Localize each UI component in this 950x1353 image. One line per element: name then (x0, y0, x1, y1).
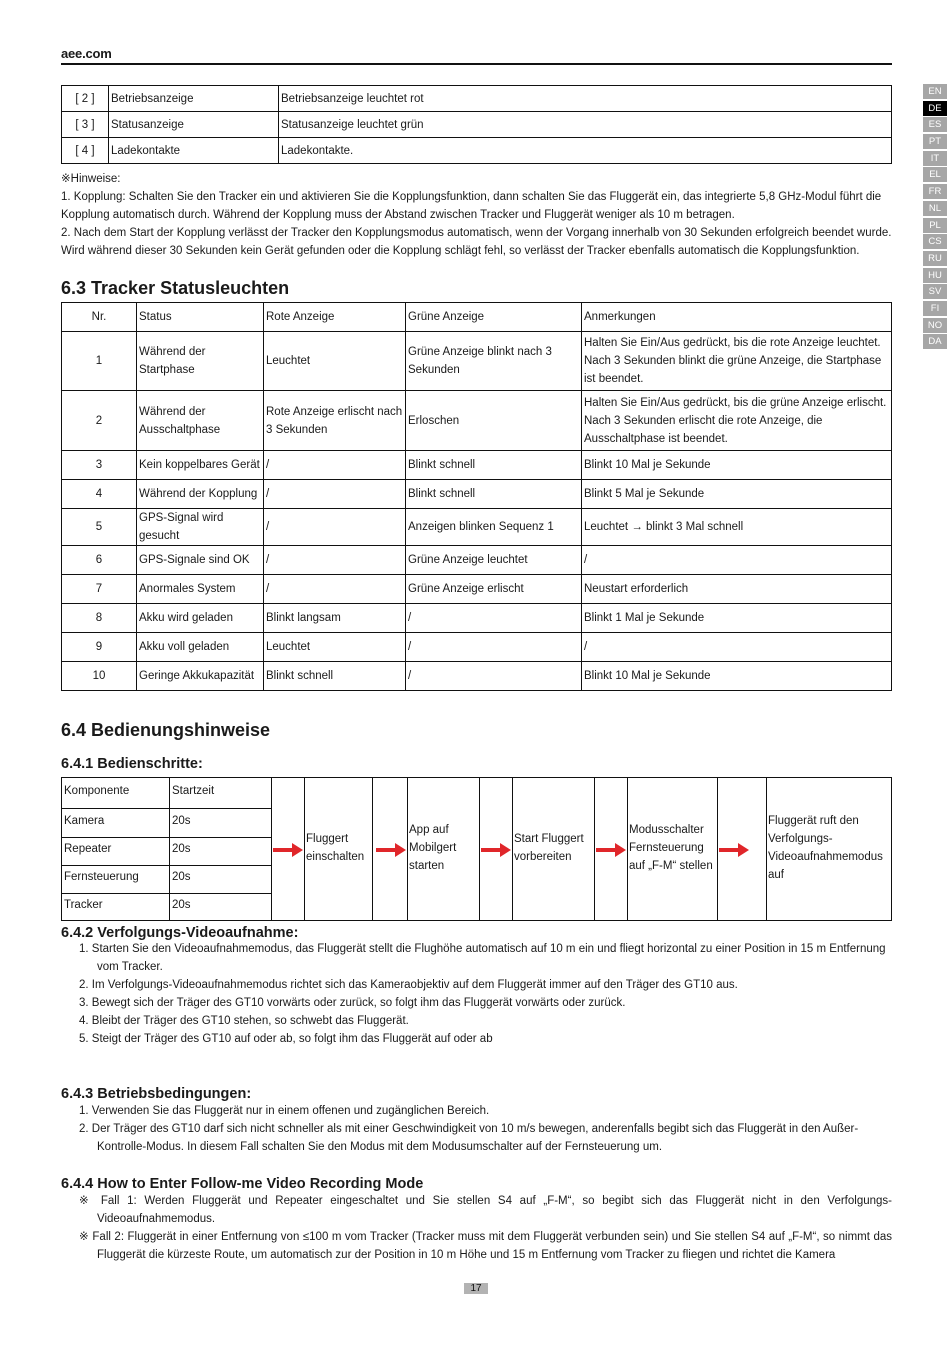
component-row (62, 893, 271, 920)
cell-note: Blinkt 10 Mal je Sekunde (582, 662, 892, 691)
step-2: App auf Mobilgert starten (409, 824, 457, 872)
cell-red: / (264, 509, 406, 546)
table-row (62, 451, 892, 480)
subsection-title: 6.4.4 How to Enter Follow-me Video Recording Mode (61, 1176, 424, 1192)
divider (512, 778, 513, 920)
component-time: 20s (172, 898, 191, 911)
cell-status: Anormales System (137, 575, 264, 604)
cell-status: GPS-Signal wird gesucht (137, 509, 264, 546)
header-cell: Grüne Anzeige (406, 303, 582, 332)
cell-green: Erloschen (406, 391, 582, 451)
cell-note: Halten Sie Ein/Aus gedrückt, bis die grüne Anzeige erlischt. Nach 3 Sekunden erlischt die rote Anzeige, die Ausschaltphase ist beendet. (582, 391, 892, 451)
cell-number: [ 4 ] (62, 138, 109, 164)
component-name: Komponente (64, 785, 130, 797)
arrow-right-icon (481, 843, 511, 857)
cell-note: Halten Sie Ein/Aus gedrückt, bis die rote Anzeige leuchtet. Nach 3 Sekunden blinkt die grüne Anzeige, die Startphase ist beendet. (582, 332, 892, 391)
subsection-title: 6.4.1 Bedienschritte: (61, 756, 203, 772)
list-item: 1. Starten Sie den Videoaufnahmemodus, das Fluggerät stellt die Flughöhe automatisch auf 10 m ein und fliegt horizontal zu einer Position in 15 m Entfernung vom Tracker. (79, 943, 886, 973)
cell-number: [ 2 ] (62, 86, 109, 112)
cell-status: GPS-Signale sind OK (137, 546, 264, 575)
cell-green: / (406, 662, 582, 691)
cell-green: Grüne Anzeige leuchtet (406, 546, 582, 575)
lang-tab-hu: HU (923, 268, 947, 283)
table-row (62, 575, 892, 604)
fall-1: ※ Fall 1: Werden Fluggerät und Repeater eingeschaltet und Sie stellen S4 auf „F-M“, so begibt sich das Fluggerät nicht in den Verfolgungs-Videoaufnahmemodus. (79, 1195, 892, 1225)
note-item: 2. Nach dem Start der Kopplung verlässt der Tracker den Kopplungsmodus automatisch, wenn der Vorgang innerhalb von 30 Sekunden erfolgreich beendet wurde. Wird während dieser 30 Sekunden kein Gerät gefunden oder die Kopplung schlägt fehl, so verlässt der Tracker ebenfalls automatisch die Kopplungsfunktion. (61, 227, 892, 257)
cell-red: Leuchtet (264, 633, 406, 662)
table-header-row (62, 303, 892, 332)
cell-status: Akku wird geladen (137, 604, 264, 633)
component-row (62, 808, 271, 838)
divider (169, 778, 170, 920)
table-row (62, 86, 892, 112)
list-item: 1. Verwenden Sie das Fluggerät nur in einem offenen und zugänglichen Bereich. (79, 1105, 490, 1117)
cell-note: / (582, 633, 892, 662)
cell-note: Leuchtet → blinkt 3 Mal schnell (582, 509, 892, 546)
subsection-title: 6.4.2 Verfolgungs-Videoaufnahme: (61, 925, 299, 941)
arrow-right-icon (273, 843, 303, 857)
table-row (62, 633, 892, 662)
brand-logo: aee.com (61, 46, 112, 61)
list-item: 2. Im Verfolgungs-Videoaufnahmemodus richtet sich das Kameraobjektiv auf dem Fluggerät immer auf den Träger des GT10 aus. (79, 979, 738, 991)
cell-note: Blinkt 10 Mal je Sekunde (582, 451, 892, 480)
table-row (62, 112, 892, 138)
lang-tab-pl: PL (923, 218, 947, 233)
lang-tab-da: DA (923, 334, 947, 349)
component-time: 20s (172, 814, 191, 827)
cell-nr: 5 (62, 509, 137, 546)
cell-status: Während der Startphase (137, 332, 264, 391)
note-item: 1. Kopplung: Schalten Sie den Tracker ein und aktivieren Sie die Kopplungsfunktion, dann schalten Sie das Fluggerät ein, das integrierte 5,8 GHz-Modul führt die Kopplung automatisch durch. Während der Kopplung muss der Abstand zwischen Tracker und Fluggerät weniger als 10 m betragen. (61, 191, 882, 221)
component-time: 20s (172, 843, 191, 855)
lang-tab-pt: PT (923, 134, 947, 149)
header-cell: Rote Anzeige (264, 303, 406, 332)
header-cell: Anmerkungen (582, 303, 892, 332)
cell-note: Neustart erforderlich (582, 575, 892, 604)
divider (627, 778, 628, 920)
page-number: 17 (464, 1283, 488, 1294)
cell-description: Statusanzeige leuchtet grün (279, 112, 892, 138)
cell-red: Rote Anzeige erlischt nach 3 Sekunden (264, 391, 406, 451)
cell-note: Blinkt 5 Mal je Sekunde (582, 480, 892, 509)
cell-red: / (264, 546, 406, 575)
table-row (62, 332, 892, 391)
header-cell: Nr. (62, 303, 137, 332)
component-name: Kamera (64, 814, 105, 827)
cell-green: Grüne Anzeige erlischt (406, 575, 582, 604)
divider (479, 778, 480, 920)
component-row (62, 778, 271, 809)
lang-tab-de: DE (923, 101, 947, 116)
follow-list (61, 940, 892, 1048)
cell-nr: 7 (62, 575, 137, 604)
cell-status: Kein koppelbares Gerät (137, 451, 264, 480)
language-tabs (923, 84, 947, 351)
cell-status: Geringe Akkukapazität (137, 662, 264, 691)
subsection-title: 6.4.3 Betriebsbedingungen: (61, 1086, 252, 1102)
cell-nr: 10 (62, 662, 137, 691)
divider (407, 778, 408, 920)
status-table (61, 302, 892, 691)
cell-red: Leuchtet (264, 332, 406, 391)
component-name: Tracker (64, 898, 103, 911)
cell-green: Anzeigen blinken Sequenz 1 (406, 509, 582, 546)
cell-green: Blinkt schnell (406, 451, 582, 480)
cell-note: Blinkt 1 Mal je Sekunde (582, 604, 892, 633)
operation-steps (61, 777, 892, 921)
header-cell: Status (137, 303, 264, 332)
cell-red: Blinkt langsam (264, 604, 406, 633)
section-title: 6.3 Tracker Statusleuchten (61, 278, 290, 298)
table-row (62, 480, 892, 509)
divider (594, 778, 595, 920)
cell-name: Ladekontakte (109, 138, 279, 164)
mode-notes (79, 1192, 892, 1264)
component-time: Startzeit (172, 785, 215, 797)
conditions-list (61, 1102, 892, 1156)
arrow-right-icon (719, 843, 749, 857)
cell-nr: 2 (62, 391, 137, 451)
cell-red: / (264, 480, 406, 509)
divider (304, 778, 305, 920)
cell-red: / (264, 451, 406, 480)
cell-status: Während der Kopplung (137, 480, 264, 509)
step-4: Modusschalter Fernsteuerung auf „F-M“ stellen (629, 824, 713, 872)
lang-tab-ru: RU (923, 251, 947, 266)
lang-tab-no: NO (923, 318, 947, 333)
fall-2: ※ Fall 2: Fluggerät in einer Entfernung von ≤100 m vom Tracker (Tracker muss mit dem Fluggerät verbunden sein) und Sie stellen S4 auf „F-M“, so nimmt das Fluggerät die kürzeste Route, um automatisch zur der Position in 10 m Höhe und 15 m Entfernung vom Tracker zu fliegen und richtet die Kamera (79, 1231, 892, 1261)
divider (766, 778, 767, 920)
cell-description: Betriebsanzeige leuchtet rot (279, 86, 892, 112)
table-row (62, 391, 892, 451)
lang-tab-es: ES (923, 117, 947, 132)
cell-red: / (264, 575, 406, 604)
cell-description: Ladekontakte. (279, 138, 892, 164)
table-row (62, 509, 892, 546)
cell-note: / (582, 546, 892, 575)
lang-tab-nl: NL (923, 201, 947, 216)
component-name: Repeater (64, 843, 112, 855)
list-item: 3. Bewegt sich der Träger des GT10 vorwärts oder zurück, so folgt ihm das Fluggerät vorwärts oder zurück. (79, 997, 626, 1009)
arrow-right-icon (596, 843, 626, 857)
indicator-table (61, 85, 892, 164)
notes-title: ※Hinweise: (61, 173, 121, 185)
lang-tab-fi: FI (923, 301, 947, 316)
lang-tab-sv: SV (923, 284, 947, 299)
divider (271, 778, 272, 920)
list-item: 2. Der Träger des GT10 darf sich nicht schneller als mit einer Geschwindigkeit von 10 m/s bewegen, anderenfalls begibt sich das Fluggerät in den Außer-Kontrolle-Modus. In diesem Fall schalten Sie den Modus mit dem Modusumschalter auf der Fernsteuerung um. (79, 1123, 859, 1153)
section-title: 6.4 Bedienungshinweise (61, 720, 271, 740)
cell-nr: 8 (62, 604, 137, 633)
cell-green: Blinkt schnell (406, 480, 582, 509)
cell-nr: 4 (62, 480, 137, 509)
divider (717, 778, 718, 920)
header-rule (61, 63, 892, 65)
component-time: 20s (172, 871, 191, 883)
cell-status: Akku voll geladen (137, 633, 264, 662)
cell-name: Betriebsanzeige (109, 86, 279, 112)
cell-nr: 3 (62, 451, 137, 480)
cell-nr: 1 (62, 332, 137, 391)
lang-tab-cs: CS (923, 234, 947, 249)
step-1: Fluggert einschalten (306, 833, 365, 863)
step-5: Fluggerät ruft den Verfolgungs-Videoaufnahmemodus auf (768, 815, 883, 881)
list-item: 4. Bleibt der Träger des GT10 stehen, so schwebt das Fluggerät. (79, 1015, 409, 1027)
cell-nr: 9 (62, 633, 137, 662)
cell-red: Blinkt schnell (264, 662, 406, 691)
cell-green: Grüne Anzeige blinkt nach 3 Sekunden (406, 332, 582, 391)
arrow-right-icon (376, 843, 406, 857)
lang-tab-en: EN (923, 84, 947, 99)
cell-green: / (406, 633, 582, 662)
component-name: Fernsteuerung (64, 871, 139, 883)
cell-number: [ 3 ] (62, 112, 109, 138)
cell-name: Statusanzeige (109, 112, 279, 138)
component-table (62, 778, 271, 920)
cell-status: Während der Ausschaltphase (137, 391, 264, 451)
lang-tab-el: EL (923, 167, 947, 182)
component-row (62, 837, 271, 866)
notes-block (61, 170, 892, 260)
step-3: Start Fluggert vorbereiten (514, 833, 584, 863)
component-row (62, 865, 271, 894)
cell-nr: 6 (62, 546, 137, 575)
table-row (62, 546, 892, 575)
lang-tab-fr: FR (923, 184, 947, 199)
table-row (62, 604, 892, 633)
lang-tab-it: IT (923, 151, 947, 166)
divider (372, 778, 373, 920)
cell-green: / (406, 604, 582, 633)
list-item: 5. Steigt der Träger des GT10 auf oder ab, so folgt ihm das Fluggerät auf oder ab (79, 1033, 493, 1045)
table-row (62, 662, 892, 691)
table-row (62, 138, 892, 164)
